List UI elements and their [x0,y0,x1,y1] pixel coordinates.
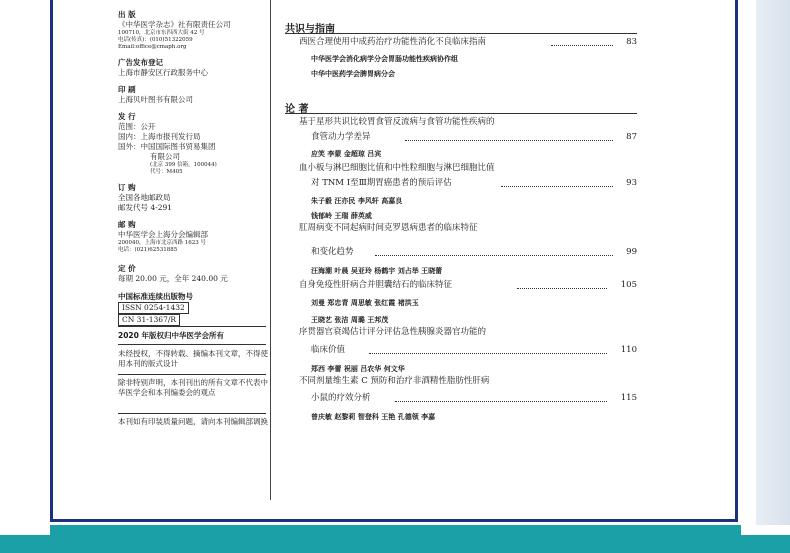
entry-org: 中华中医药学会脾胃病分会 [311,69,395,78]
serial-heading: 中国标准连续出版物号 [118,292,193,301]
publisher-email: Email:office@cmaph.org [118,44,187,50]
entry-authors: 郑西 李蕾 祝丽 吕农华 何文华 [311,364,405,373]
entry-title: 血小板与淋巴细胞比值和中性粒细胞与淋巴细胞比值 [299,163,495,173]
leader-dots [395,401,607,402]
ad-registration-heading: 广告发布登记 [118,58,163,67]
mail-order-address: 200040，上海市北京西路 1623 号 [118,240,206,246]
publisher-heading: 出 版 [118,10,136,19]
entry-title-cont: 食管动力学差异 [311,132,371,142]
column-divider [270,0,271,500]
entry-title: 肛周病变不同起病时间克罗恩病患者的临床特征 [299,223,478,233]
leader-dots [501,186,613,187]
section-heading-consensus: 共识与指南 [285,24,335,35]
notice-disclaimer-text: 除非特别声明，本刊刊出的所有文章不代表中华医学会和本刊编委会的观点 [118,378,268,397]
entry-title: 自身免疫性肝病合并胆囊结石的临床特征 [299,280,453,290]
entry-title: 序贯器官衰竭估计评分评估急性胰腺炎器官功能的 [299,327,487,337]
band-notch-left [0,525,50,535]
printer-heading: 印 刷 [118,85,136,94]
leader-dots [405,140,613,141]
ad-registration-block [118,58,268,78]
distribution-heading: 发 行 [118,112,136,121]
entry-title-cont: 对 TNM Ⅰ至Ⅲ期胃癌患者的预后评估 [311,178,452,188]
page-number: 115 [620,393,637,403]
entry-title-cont: 小鼠的疗效分析 [311,393,371,403]
page-number: 93 [626,178,637,188]
entry-title: 基于星形共识比较胃食管反流病与食管功能性疾病的 [299,117,495,127]
entry-authors: 刘曼 郑忠青 周思敏 张红霞 褚洪玉 [311,298,419,307]
page-number: 83 [626,37,637,47]
notice-disclaimer [118,378,268,398]
subscription-heading: 订 购 [118,183,136,192]
entry-authors: 应笑 李蒙 金超琼 吕宾 [311,149,382,158]
distribution-domestic: 国内：上海市报刊发行局 [118,132,201,141]
publisher-address: 100710，北京市东四西大街 42 号 [118,30,205,36]
entry-authors: 曾庆敏 赵黎莉 智登科 王艳 孔德领 李嘉 [311,412,436,421]
notice-reprint-text: 未经授权，不得转载、摘编本刊文章，不得使用本刊的版式设计 [118,349,268,368]
entry-authors: 朱子毅 汪亦民 李风轩 高嘉良 [311,196,403,205]
ad-registration-text: 上海市静安区行政服务中心 [118,68,208,77]
entry-org: 中华医学会消化病学分会胃肠功能性疾病协作组 [311,54,458,63]
page-edge-background [756,0,790,525]
rule-1 [118,326,268,327]
publisher-phone: 电话(传真)：(010)51322059 [118,37,193,43]
issn-number: ISSN 0254-1432 [118,302,189,314]
cn-number: CN 31-1367/R [118,314,180,326]
subscription-block [118,183,268,213]
distribution-foreign: 国外：中国国际图书贸易集团 [118,142,216,151]
page-number: 99 [626,247,637,257]
entry-title-cont: 和变化趋势 [311,247,354,257]
entry-title: 不同剂量维生素 C 预防和治疗非酒精性脂肪性肝病 [299,376,490,386]
mail-order-block [118,220,268,254]
publisher-block [118,10,268,51]
band-notch-right [741,525,790,535]
entry-authors: 汪海潮 叶晨 吴亚玲 杨鹤宇 刘占举 王晓蕾 [311,266,443,275]
leader-dots [369,353,607,354]
subscription-line2: 邮发代号 4-291 [118,203,173,212]
printer-name: 上海贝叶图书有限公司 [118,95,193,104]
mail-order-name: 中华医学会上海分会编辑部 [118,230,208,239]
distribution-block [118,112,268,176]
distribution-po-box: (北京 399 信箱，100044) [150,162,217,168]
distribution-code: 代号：M405 [150,169,183,175]
publisher-name: 《中华医学杂志》社有限责任公司 [118,20,231,29]
rule-3 [118,374,268,375]
entry-title-cont: 临床价值 [311,345,346,355]
section-rule-consensus [285,33,637,34]
leader-dots [551,45,613,46]
page-number: 110 [620,345,637,355]
entry-authors: 钱郁岭 王瑞 薛英威 [311,211,372,220]
copyright-line [118,331,268,341]
price-block [118,264,268,284]
bottom-color-band [0,525,790,553]
leader-dots [517,288,607,289]
notice-reprint [118,349,268,369]
copyright-text: 2020 年版权归中华医学会所有 [118,331,224,340]
price-text: 每期 20.00 元，全年 240.00 元 [118,274,228,283]
serial-number-block [118,292,268,326]
entry-title: 西医合理使用中成药治疗功能性消化不良临床指南 [299,37,487,47]
entry-authors: 王晓艺 张洁 周璐 王邦茂 [311,315,389,324]
section-heading-articles: 论 著 [285,104,309,115]
mail-order-phone: 电话：(021)62531885 [118,247,178,253]
distribution-foreign-cont: 有限公司 [150,152,180,161]
mail-order-heading: 邮 购 [118,220,136,229]
page-number: 105 [620,280,637,290]
rule-4 [118,413,268,414]
notice-quality [118,417,268,427]
page-number: 87 [626,132,637,142]
distribution-scope: 范围：公开 [118,122,156,131]
printer-block [118,85,268,105]
leader-dots [375,255,613,256]
price-heading: 定 价 [118,264,136,273]
subscription-line1: 全国各地邮政局 [118,193,171,202]
notice-quality-text: 本刊如有印装质量问题，请向本刊编辑部调换 [118,417,268,426]
section-rule-articles [285,113,637,114]
rule-2 [118,344,268,345]
